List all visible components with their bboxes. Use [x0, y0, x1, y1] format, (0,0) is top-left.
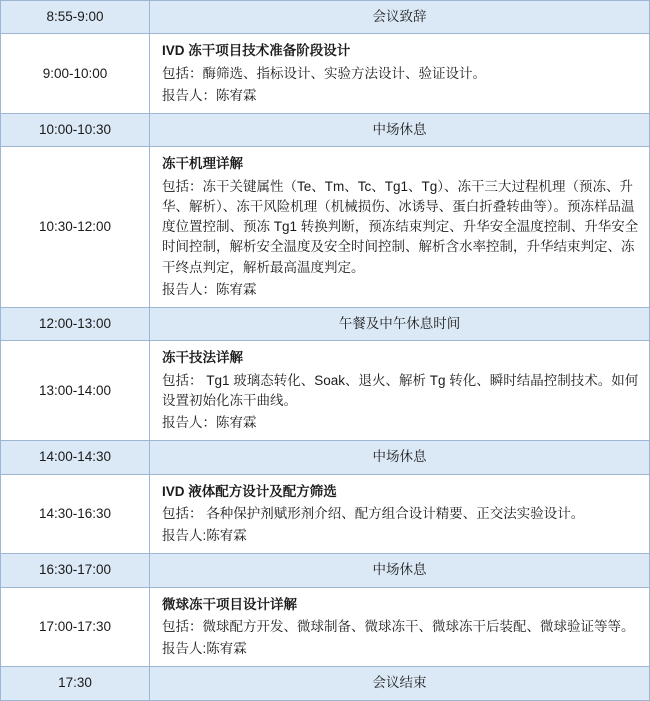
- time-slot: 16:30-17:00: [1, 554, 150, 587]
- session-title: 微球冻干项目设计详解: [162, 596, 297, 612]
- session-title: IVD 冻干项目技术准备阶段设计: [162, 43, 351, 59]
- time-slot: 17:30: [1, 667, 150, 700]
- time-slot: 12:00-13:00: [1, 308, 150, 341]
- schedule-body: [1, 1, 650, 701]
- time-slot: 14:00-14:30: [1, 441, 150, 474]
- session-cell: [150, 147, 650, 308]
- time-slot: 17:00-17:30: [1, 587, 150, 667]
- time-slot: 14:30-16:30: [1, 474, 150, 554]
- table-row: [1, 147, 650, 308]
- break-label: 中场休息: [150, 554, 650, 587]
- table-row: [1, 341, 650, 441]
- session-cell: [150, 587, 650, 667]
- session-description: 包括： Tg1 玻璃态转化、Soak、退火、解析 Tg 转化、瞬时结晶控制技术。如何设置初始化冻干曲线。: [162, 372, 639, 408]
- table-row: [1, 114, 650, 147]
- session-cell: [150, 474, 650, 554]
- session-description: 包括： 各种保护剂赋形剂介绍、配方组合设计精要、正交法实验设计。: [162, 505, 585, 521]
- table-row: [1, 587, 650, 667]
- break-label: 中场休息: [150, 441, 650, 474]
- session-speaker: 报告人:陈宥霖: [162, 528, 247, 543]
- session-title: 冻干机理详解: [162, 156, 243, 172]
- session-speaker: 报告人:陈宥霖: [162, 641, 247, 656]
- break-label: 中场休息: [150, 114, 650, 147]
- table-row: [1, 441, 650, 474]
- table-row: [1, 667, 650, 700]
- table-row: [1, 308, 650, 341]
- session-title: IVD 液体配方设计及配方筛选: [162, 483, 337, 499]
- session-description: 包括：酶筛选、指标设计、实验方法设计、验证设计。: [162, 65, 486, 81]
- session-description: 包括：冻干关键属性（Te、Tm、Tc、Tg1、Tg）、冻干三大过程机理（预冻、升华、解析）、冻干风险机理（机械损伤、冰诱导、蛋白折叠转曲等）。预冻样品温度位置控制、预冻 Tg1 转换判断，预冻结束判定、升华安全温度控制、升华安全时间控制，解析安全温度及安全时间控制、解析含水率控制，升华结束判定、冻干终点判定，解析最高温度判定。: [162, 178, 639, 275]
- time-slot: 9:00-10:00: [1, 34, 150, 114]
- session-speaker: 报告人：陈宥霖: [162, 415, 257, 430]
- break-label: 会议致辞: [150, 1, 650, 34]
- session-speaker: 报告人：陈宥霖: [162, 281, 257, 297]
- table-row: [1, 554, 650, 587]
- break-label: 会议结束: [150, 667, 650, 700]
- table-row: [1, 34, 650, 114]
- session-cell: [150, 34, 650, 114]
- time-slot: 13:00-14:00: [1, 341, 150, 441]
- session-cell: [150, 341, 650, 441]
- session-title: 冻干技法详解: [162, 350, 243, 366]
- time-slot: 8:55-9:00: [1, 1, 150, 34]
- session-speaker: 报告人：陈宥霖: [162, 87, 257, 103]
- time-slot: 10:30-12:00: [1, 147, 150, 308]
- session-description: 包括：微球配方开发、微球制备、微球冻干、微球冻干后装配、微球验证等等。: [162, 618, 635, 634]
- break-label: 午餐及中午休息时间: [150, 308, 650, 341]
- time-slot: 10:00-10:30: [1, 114, 150, 147]
- table-row: [1, 1, 650, 34]
- table-row: [1, 474, 650, 554]
